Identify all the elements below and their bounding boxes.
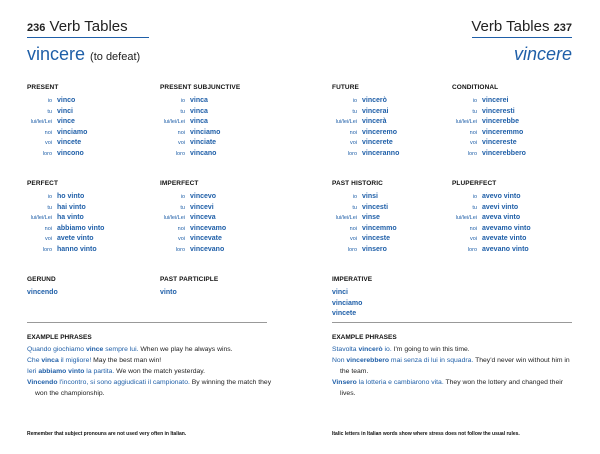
italian-text: Stavolta — [332, 346, 359, 353]
conjugation-row — [332, 149, 452, 160]
example-phrase — [332, 377, 577, 399]
conjugation-row — [27, 203, 147, 214]
conjugation-row — [27, 149, 147, 160]
verb-form: vinciate — [190, 139, 217, 146]
conjugation-row — [332, 224, 452, 235]
verb-form: vinca — [190, 97, 208, 104]
conjugation-row — [160, 149, 280, 160]
verb-form: vincono — [57, 149, 84, 157]
verb-form: vinsero — [362, 245, 387, 253]
example-phrase — [332, 355, 577, 377]
verb-title — [27, 44, 140, 65]
verb-form: hai vinto — [57, 203, 86, 211]
pronoun: lui/lei/Lei — [30, 119, 52, 125]
tense-future — [332, 84, 452, 159]
english-translation: By winning the match they won the championship. — [35, 379, 272, 397]
pronoun: lui/lei/Lei — [455, 119, 477, 125]
conjugation-row — [27, 234, 147, 245]
header-underline — [472, 37, 572, 38]
pronoun: io — [472, 194, 477, 200]
example-phrase — [332, 344, 577, 355]
verb-form: vinci — [57, 107, 73, 115]
pronoun: io — [180, 98, 185, 104]
pronoun: tu — [180, 108, 185, 115]
conjugation-row — [452, 203, 572, 214]
conjugation-row — [332, 192, 452, 203]
verb-form: vinca — [190, 107, 208, 115]
verb-form: vincevamo — [190, 224, 227, 232]
verb-highlight: vince — [85, 346, 104, 353]
conjugation-row — [160, 224, 280, 235]
header-title: Verb Tables — [471, 18, 550, 35]
conjugation-row — [160, 245, 280, 256]
verb-form: vincevi — [190, 203, 214, 211]
conjugation-row — [27, 107, 147, 118]
conjugation-row — [27, 117, 147, 128]
conjugation-row — [332, 138, 452, 149]
pronoun: noi — [469, 225, 477, 232]
pronoun: loro — [42, 150, 52, 157]
pronoun: noi — [44, 129, 52, 136]
conjugation-row — [452, 138, 572, 149]
verb-form: avevano vinto — [482, 245, 529, 253]
italian-text: Non — [332, 357, 347, 364]
conjugation-row — [332, 96, 452, 107]
italian-text: Ieri — [27, 368, 39, 375]
conjugation-row — [27, 192, 147, 203]
conjugation-row — [452, 96, 572, 107]
verb-form: vincerò — [362, 97, 387, 104]
verb-form: vincerebbe — [482, 118, 519, 125]
verb-highlight: vincerebbero — [346, 357, 390, 364]
gerund — [27, 276, 147, 299]
verb-form: vinceremmo — [482, 128, 524, 136]
conjugation-row — [452, 107, 572, 118]
verb-form: vincerà — [362, 118, 387, 125]
example-phrase — [27, 377, 272, 399]
verb-form: vincemmo — [362, 224, 397, 232]
pronoun: voi — [349, 140, 357, 146]
verb-form: vincevate — [190, 235, 222, 242]
pronoun: loro — [347, 150, 357, 157]
conjugation-row — [160, 192, 280, 203]
conjugation-row — [452, 128, 572, 139]
conjugation-row — [160, 234, 280, 245]
conjugation-row — [332, 234, 452, 245]
pronoun: io — [352, 98, 357, 104]
tense-label: CONDITIONAL — [452, 84, 499, 91]
pronoun: loro — [467, 150, 477, 157]
verb-form: ha vinto — [57, 214, 84, 221]
verb-form: vincano — [190, 149, 217, 157]
pronoun: noi — [177, 129, 185, 136]
examples-list — [27, 344, 272, 399]
conjugation-row — [452, 234, 572, 245]
conjugation-row — [27, 138, 147, 149]
conjugation-row — [452, 149, 572, 160]
section-divider — [332, 322, 572, 323]
pronoun: io — [47, 98, 52, 104]
header-underline — [27, 37, 149, 38]
verb-form: aveva vinto — [482, 214, 521, 221]
verb-highlight: Vincendo — [27, 379, 58, 386]
verb-form: vinciamo — [190, 128, 221, 136]
imperative-value: vinciamo — [332, 299, 363, 307]
verb-highlight: Vinsero — [332, 379, 357, 386]
italian-text: la partita. — [84, 368, 115, 375]
verb-form: vinsi — [362, 193, 378, 200]
conjugation-row — [332, 128, 452, 139]
verb-form: hanno vinto — [57, 245, 97, 253]
verb-form: vincerei — [482, 97, 509, 104]
conjugation-row — [332, 203, 452, 214]
pronoun: noi — [469, 129, 477, 136]
italian-text: Quando giochiamo — [27, 346, 86, 353]
tense-perfect — [27, 180, 147, 255]
conjugation-row — [452, 192, 572, 203]
pronoun: loro — [347, 246, 357, 253]
example-phrase — [27, 355, 272, 366]
pronoun: lui/lei/Lei — [335, 215, 357, 221]
conjugation-row — [160, 128, 280, 139]
pronoun: voi — [44, 236, 52, 242]
tense-label: PERFECT — [27, 180, 59, 187]
pronoun: lui/lei/Lei — [335, 119, 357, 125]
pronoun: noi — [349, 225, 357, 232]
examples-title: EXAMPLE PHRASES — [332, 334, 397, 341]
footnote: Remember that subject pronouns are not used very often in Italian. — [27, 431, 187, 437]
pronoun: tu — [180, 204, 185, 211]
pronoun: io — [352, 194, 357, 200]
english-translation: When we play he always wins. — [138, 346, 233, 353]
italian-text: mai senza di lui in squadra. — [389, 357, 474, 364]
pronoun: io — [472, 98, 477, 104]
pronoun: tu — [472, 204, 477, 211]
pronoun: voi — [469, 236, 477, 242]
english-translation: They'd never win without him in the team. — [340, 357, 570, 375]
pronoun: tu — [352, 204, 357, 211]
conjugation-row — [27, 213, 147, 224]
pronoun: lui/lei/Lei — [163, 215, 185, 221]
italian-text: io. — [382, 346, 392, 353]
english-translation: They won the lottery and changed their lives. — [340, 379, 563, 397]
tense-label: PRESENT — [27, 84, 59, 91]
right-page — [300, 0, 600, 454]
conjugation-row — [160, 213, 280, 224]
imperative-label: IMPERATIVE — [332, 276, 373, 283]
conjugation-row — [452, 245, 572, 256]
pronoun: tu — [47, 108, 52, 115]
page-number: 236 — [27, 22, 46, 34]
verb-form: vinse — [362, 214, 380, 221]
page-number: 237 — [553, 22, 572, 34]
pronoun: lui/lei/Lei — [163, 119, 185, 125]
pronoun: voi — [177, 236, 185, 242]
pronoun: tu — [352, 108, 357, 115]
gerund-value: vincendo — [27, 289, 58, 296]
pronoun: loro — [467, 246, 477, 253]
verb-form: vincerete — [362, 139, 393, 146]
verb-form: abbiamo vinto — [57, 224, 105, 232]
verb-highlight: vincerò — [358, 346, 383, 353]
conjugation-row — [160, 96, 280, 107]
pronoun: voi — [469, 140, 477, 146]
verb-form: avevi vinto — [482, 203, 519, 211]
verb-highlight: vinca — [41, 357, 59, 364]
pronoun: voi — [349, 236, 357, 242]
verb-name: vincere — [513, 44, 572, 64]
tense-label: PRESENT SUBJUNCTIVE — [160, 84, 241, 91]
example-phrases — [27, 332, 272, 399]
verb-title — [514, 44, 572, 65]
example-phrases — [332, 332, 577, 399]
past-participle-value: vinto — [160, 289, 177, 296]
tense-label: IMPERFECT — [160, 180, 199, 187]
gerund-label: GERUND — [27, 276, 56, 283]
verb-form: vinceva — [190, 214, 216, 221]
example-phrase — [27, 366, 272, 377]
english-translation: May the best man win! — [91, 357, 162, 364]
conjugation-row — [160, 117, 280, 128]
conjugation-row — [332, 107, 452, 118]
conjugation-row — [27, 96, 147, 107]
verb-form: vincesti — [362, 203, 389, 211]
italian-text: l'incontro, si sono aggiudicati il campionato. — [57, 379, 190, 386]
tense-pluperfect — [452, 180, 572, 255]
tense-present-subjunctive — [160, 84, 280, 159]
verb-form: avete vinto — [57, 235, 94, 242]
english-translation: I'm going to win this time. — [391, 346, 470, 353]
past-participle — [160, 276, 280, 299]
past-participle-label: PAST PARTICIPLE — [160, 276, 219, 283]
examples-title: EXAMPLE PHRASES — [27, 334, 92, 341]
example-phrase — [27, 344, 272, 355]
page-header — [471, 18, 572, 35]
pronoun: loro — [42, 246, 52, 253]
pronoun: tu — [472, 108, 477, 115]
verb-form: avevo vinto — [482, 193, 521, 200]
conjugation-row — [160, 107, 280, 118]
imperative-value: vincete — [332, 310, 357, 317]
pronoun: voi — [177, 140, 185, 146]
verb-form: vincevano — [190, 245, 225, 253]
verb-highlight: abbiamo vinto — [38, 368, 85, 375]
pronoun: noi — [44, 225, 52, 232]
pronoun: io — [47, 194, 52, 200]
conjugation-row — [27, 128, 147, 139]
tense-label: PLUPERFECT — [452, 180, 497, 187]
verb-name: vincere — [27, 44, 86, 64]
conjugation-row — [160, 203, 280, 214]
verb-form: vinca — [190, 118, 208, 125]
tense-imperfect — [160, 180, 280, 255]
verb-form: vinceremo — [362, 128, 398, 136]
pronoun: io — [180, 194, 185, 200]
conjugation-row — [332, 245, 452, 256]
verb-form: vincevo — [190, 193, 217, 200]
pronoun: voi — [44, 140, 52, 146]
verb-form: vinceranno — [362, 149, 400, 157]
pronoun: lui/lei/Lei — [30, 215, 52, 221]
verb-form: avevate vinto — [482, 235, 527, 242]
pronoun: loro — [175, 150, 185, 157]
verb-form: vincereste — [482, 139, 517, 146]
imperative — [332, 276, 452, 320]
verb-form: vincerebbero — [482, 149, 526, 157]
tense-conditional — [452, 84, 572, 159]
english-translation: We won the match yesterday. — [114, 368, 206, 375]
verb-form: ho vinto — [57, 193, 85, 200]
verb-form: vinciamo — [57, 128, 88, 136]
verb-form: vinceste — [362, 235, 391, 242]
italian-text: la lotteria e cambiarono vita. — [356, 379, 444, 386]
conjugation-row — [452, 117, 572, 128]
conjugation-row — [452, 213, 572, 224]
tense-past-historic — [332, 180, 452, 255]
italian-text: sempre lui. — [103, 346, 139, 353]
footnote: Italic letters in Italian words show where stress does not follow the usual rules. — [332, 431, 520, 437]
verb-form: vince — [57, 118, 75, 125]
imperative-value: vinci — [332, 289, 348, 296]
tense-label: FUTURE — [332, 84, 359, 91]
verb-form: vincerai — [362, 107, 389, 115]
tense-present — [27, 84, 147, 159]
verb-gloss: (to defeat) — [90, 51, 141, 63]
section-divider — [27, 322, 267, 323]
pronoun: tu — [47, 204, 52, 211]
pronoun: noi — [349, 129, 357, 136]
pronoun: loro — [175, 246, 185, 253]
tense-label: PAST HISTORIC — [332, 180, 383, 187]
italian-text: Che — [27, 357, 42, 364]
verb-form: avevamo vinto — [482, 224, 531, 232]
verb-form: vinco — [57, 97, 76, 104]
verb-form: vinceresti — [482, 107, 515, 115]
conjugation-row — [27, 224, 147, 235]
conjugation-row — [27, 245, 147, 256]
header-title: Verb Tables — [49, 18, 128, 35]
examples-list — [332, 344, 577, 399]
pronoun: lui/lei/Lei — [455, 215, 477, 221]
italian-text: il migliore! — [58, 357, 92, 364]
conjugation-row — [332, 117, 452, 128]
conjugation-row — [332, 213, 452, 224]
conjugation-row — [160, 138, 280, 149]
conjugation-row — [452, 224, 572, 235]
pronoun: noi — [177, 225, 185, 232]
verb-form: vincete — [57, 139, 82, 146]
page-header — [27, 18, 128, 35]
